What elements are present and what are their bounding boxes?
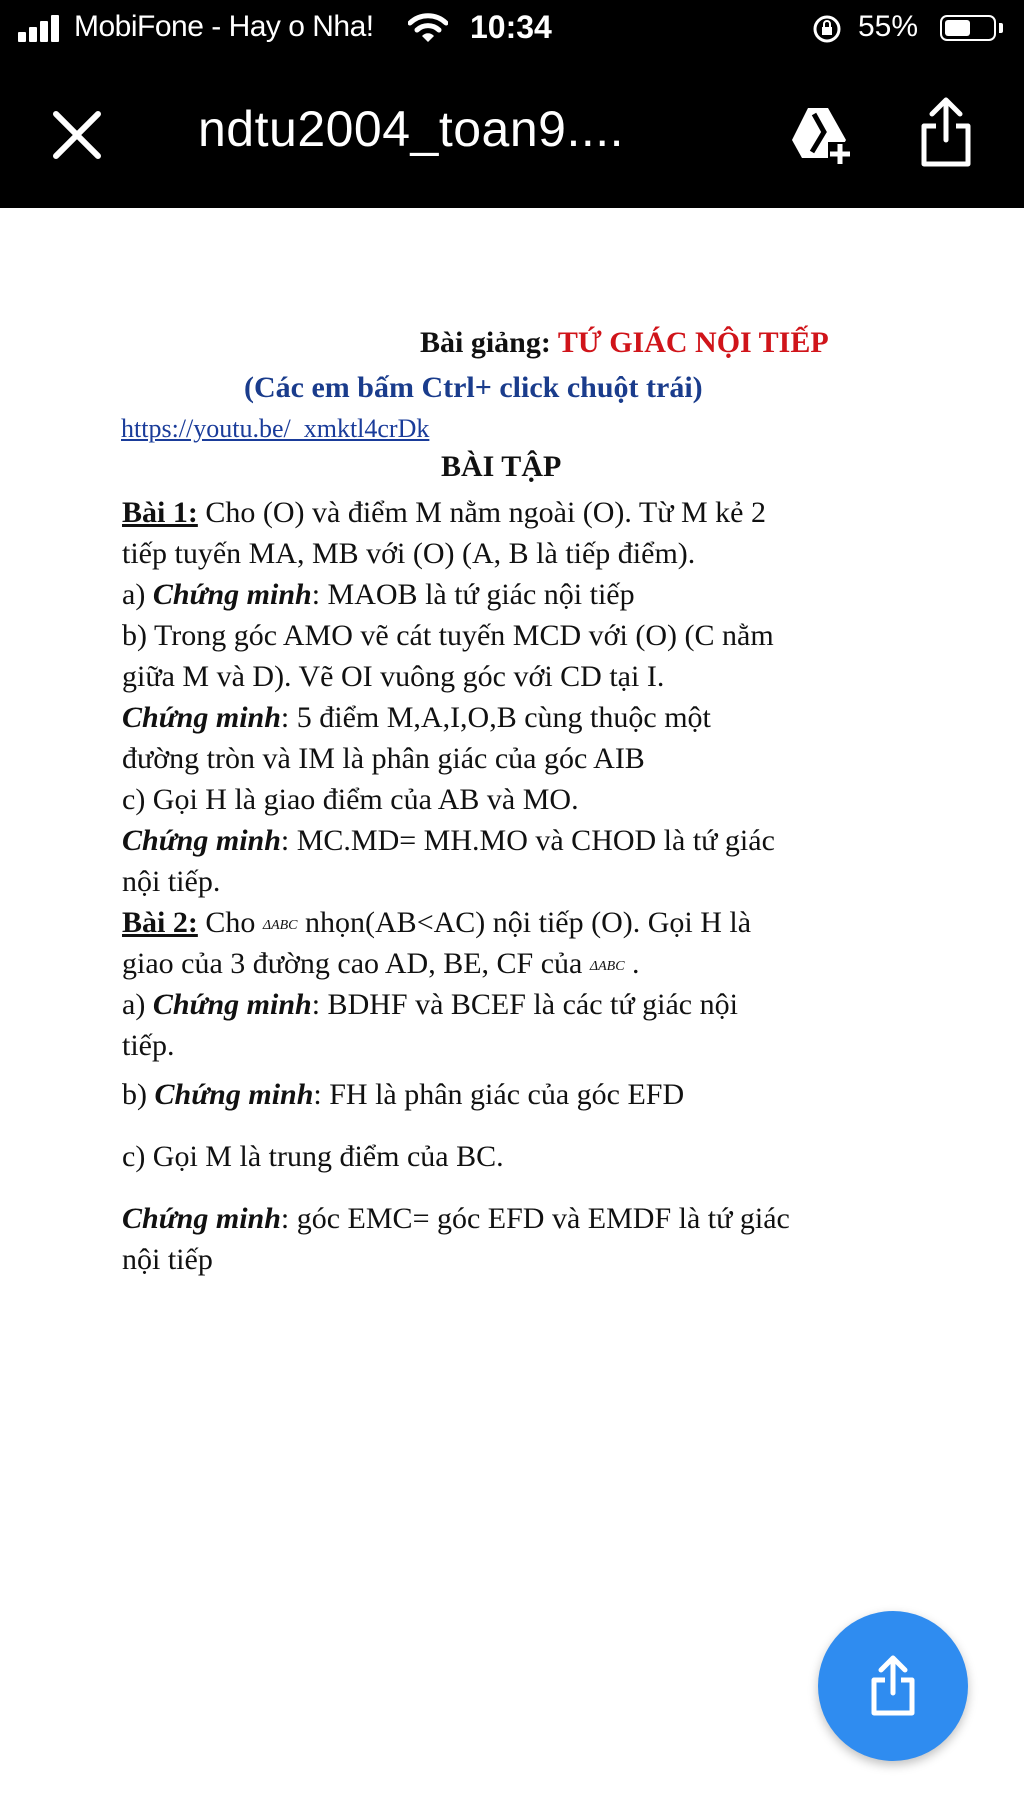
battery-tip <box>999 23 1003 33</box>
chung-minh-label: Chứng minh <box>122 824 281 857</box>
bai2-text: Cho <box>197 906 263 939</box>
bai1-part-a <box>122 580 635 610</box>
part-prefix: a) <box>122 578 153 611</box>
bai1-proof-2 <box>122 826 775 856</box>
lesson-title-prefix: Bài giảng: <box>420 326 558 359</box>
bai1-part-b-1: b) Trong góc AMO vẽ cát tuyến MCD với (O) (C nằm <box>122 619 774 652</box>
bai2-line-2-text: giao của 3 đường cao AD, BE, CF của <box>122 947 590 980</box>
chung-minh-label: Chứng minh <box>152 988 312 1021</box>
bai2-proof-line-2: nội tiếp <box>122 1243 213 1276</box>
bai2-part-a-line-2: tiếp. <box>122 1029 175 1062</box>
bai1-proof-2-line-2: nội tiếp. <box>122 865 221 898</box>
close-icon[interactable] <box>50 108 104 162</box>
part-text: : MAOB là tứ giác nội tiếp <box>311 578 635 611</box>
bai2-text-rest: nhọn(AB<AC) nội tiếp (O). Gọi H là <box>297 906 752 939</box>
part-prefix: b) <box>122 1078 155 1111</box>
document-title: ndtu2004_toan9.... <box>198 101 625 157</box>
share-fab-button[interactable] <box>818 1611 968 1761</box>
bai1-label: Bài 1: <box>122 496 198 529</box>
share-icon[interactable] <box>918 96 974 168</box>
part-prefix: a) <box>122 988 153 1021</box>
exercise-heading: BÀI TẬP <box>441 450 562 483</box>
bai2-line-2-end: . <box>624 947 640 980</box>
viewer-header <box>0 60 1024 208</box>
part-text: : FH là phân giác của góc EFD <box>313 1078 685 1111</box>
bai2-part-b <box>122 1080 684 1110</box>
chung-minh-label: Chứng minh <box>122 1202 281 1235</box>
part-text: : BDHF và BCEF là các tứ giác nội <box>311 988 738 1021</box>
rotation-lock-icon <box>812 14 842 44</box>
triangle-symbol: ΔABC <box>262 918 298 933</box>
status-bar <box>0 0 1024 60</box>
chung-minh-label: Chứng minh <box>122 701 281 734</box>
bai1-part-c: c) Gọi H là giao điểm của AB và MO. <box>122 783 579 816</box>
bai2-proof <box>122 1204 790 1234</box>
triangle-symbol: ΔABC <box>589 959 625 974</box>
bai1-proof-1 <box>122 703 711 733</box>
video-link[interactable]: https://youtu.be/_xmktl4crDk <box>121 414 430 443</box>
chung-minh-label: Chứng minh <box>152 578 312 611</box>
bai1-line-1 <box>122 498 766 528</box>
chung-minh-label: Chứng minh <box>154 1078 314 1111</box>
document-page[interactable] <box>0 208 1024 1820</box>
bai1-text: Cho (O) và điểm M nằm ngoài (O). Từ M kẻ 2 <box>197 496 766 529</box>
signal-icon <box>18 14 68 42</box>
lesson-title-main: TỨ GIÁC NỘI TIẾP <box>557 326 829 359</box>
carrier-name: MobiFone - Hay o Nha! <box>74 10 374 43</box>
google-drive-add-icon[interactable] <box>784 100 854 170</box>
bai2-line-2 <box>122 949 640 979</box>
bai2-line-1 <box>122 908 751 938</box>
bai2-part-c: c) Gọi M là trung điểm của BC. <box>122 1140 504 1173</box>
battery-icon <box>940 15 996 41</box>
share-icon <box>870 1655 916 1717</box>
clock-time: 10:34 <box>470 9 552 45</box>
bai1-part-b-2: giữa M và D). Vẽ OI vuông góc với CD tại I. <box>122 660 665 693</box>
battery-percent: 55% <box>858 10 919 43</box>
battery-level-fill <box>945 20 970 36</box>
bai1-proof-1-line-2: đường tròn và IM là phân giác của góc AIB <box>122 742 645 775</box>
lesson-title <box>420 326 829 360</box>
bai2-part-a <box>122 990 738 1020</box>
wifi-icon <box>408 12 448 44</box>
bai1-line-2: tiếp tuyến MA, MB với (O) (A, B là tiếp điểm). <box>122 537 696 570</box>
proof-text: : MC.MD= MH.MO và CHOD là tứ giác <box>280 824 775 857</box>
lesson-subtitle: (Các em bấm Ctrl+ click chuột trái) <box>244 371 703 404</box>
proof-text: : 5 điểm M,A,I,O,B cùng thuộc một <box>280 701 711 734</box>
proof-text: : góc EMC= góc EFD và EMDF là tứ giác <box>280 1202 790 1235</box>
bai2-label: Bài 2: <box>122 906 198 939</box>
